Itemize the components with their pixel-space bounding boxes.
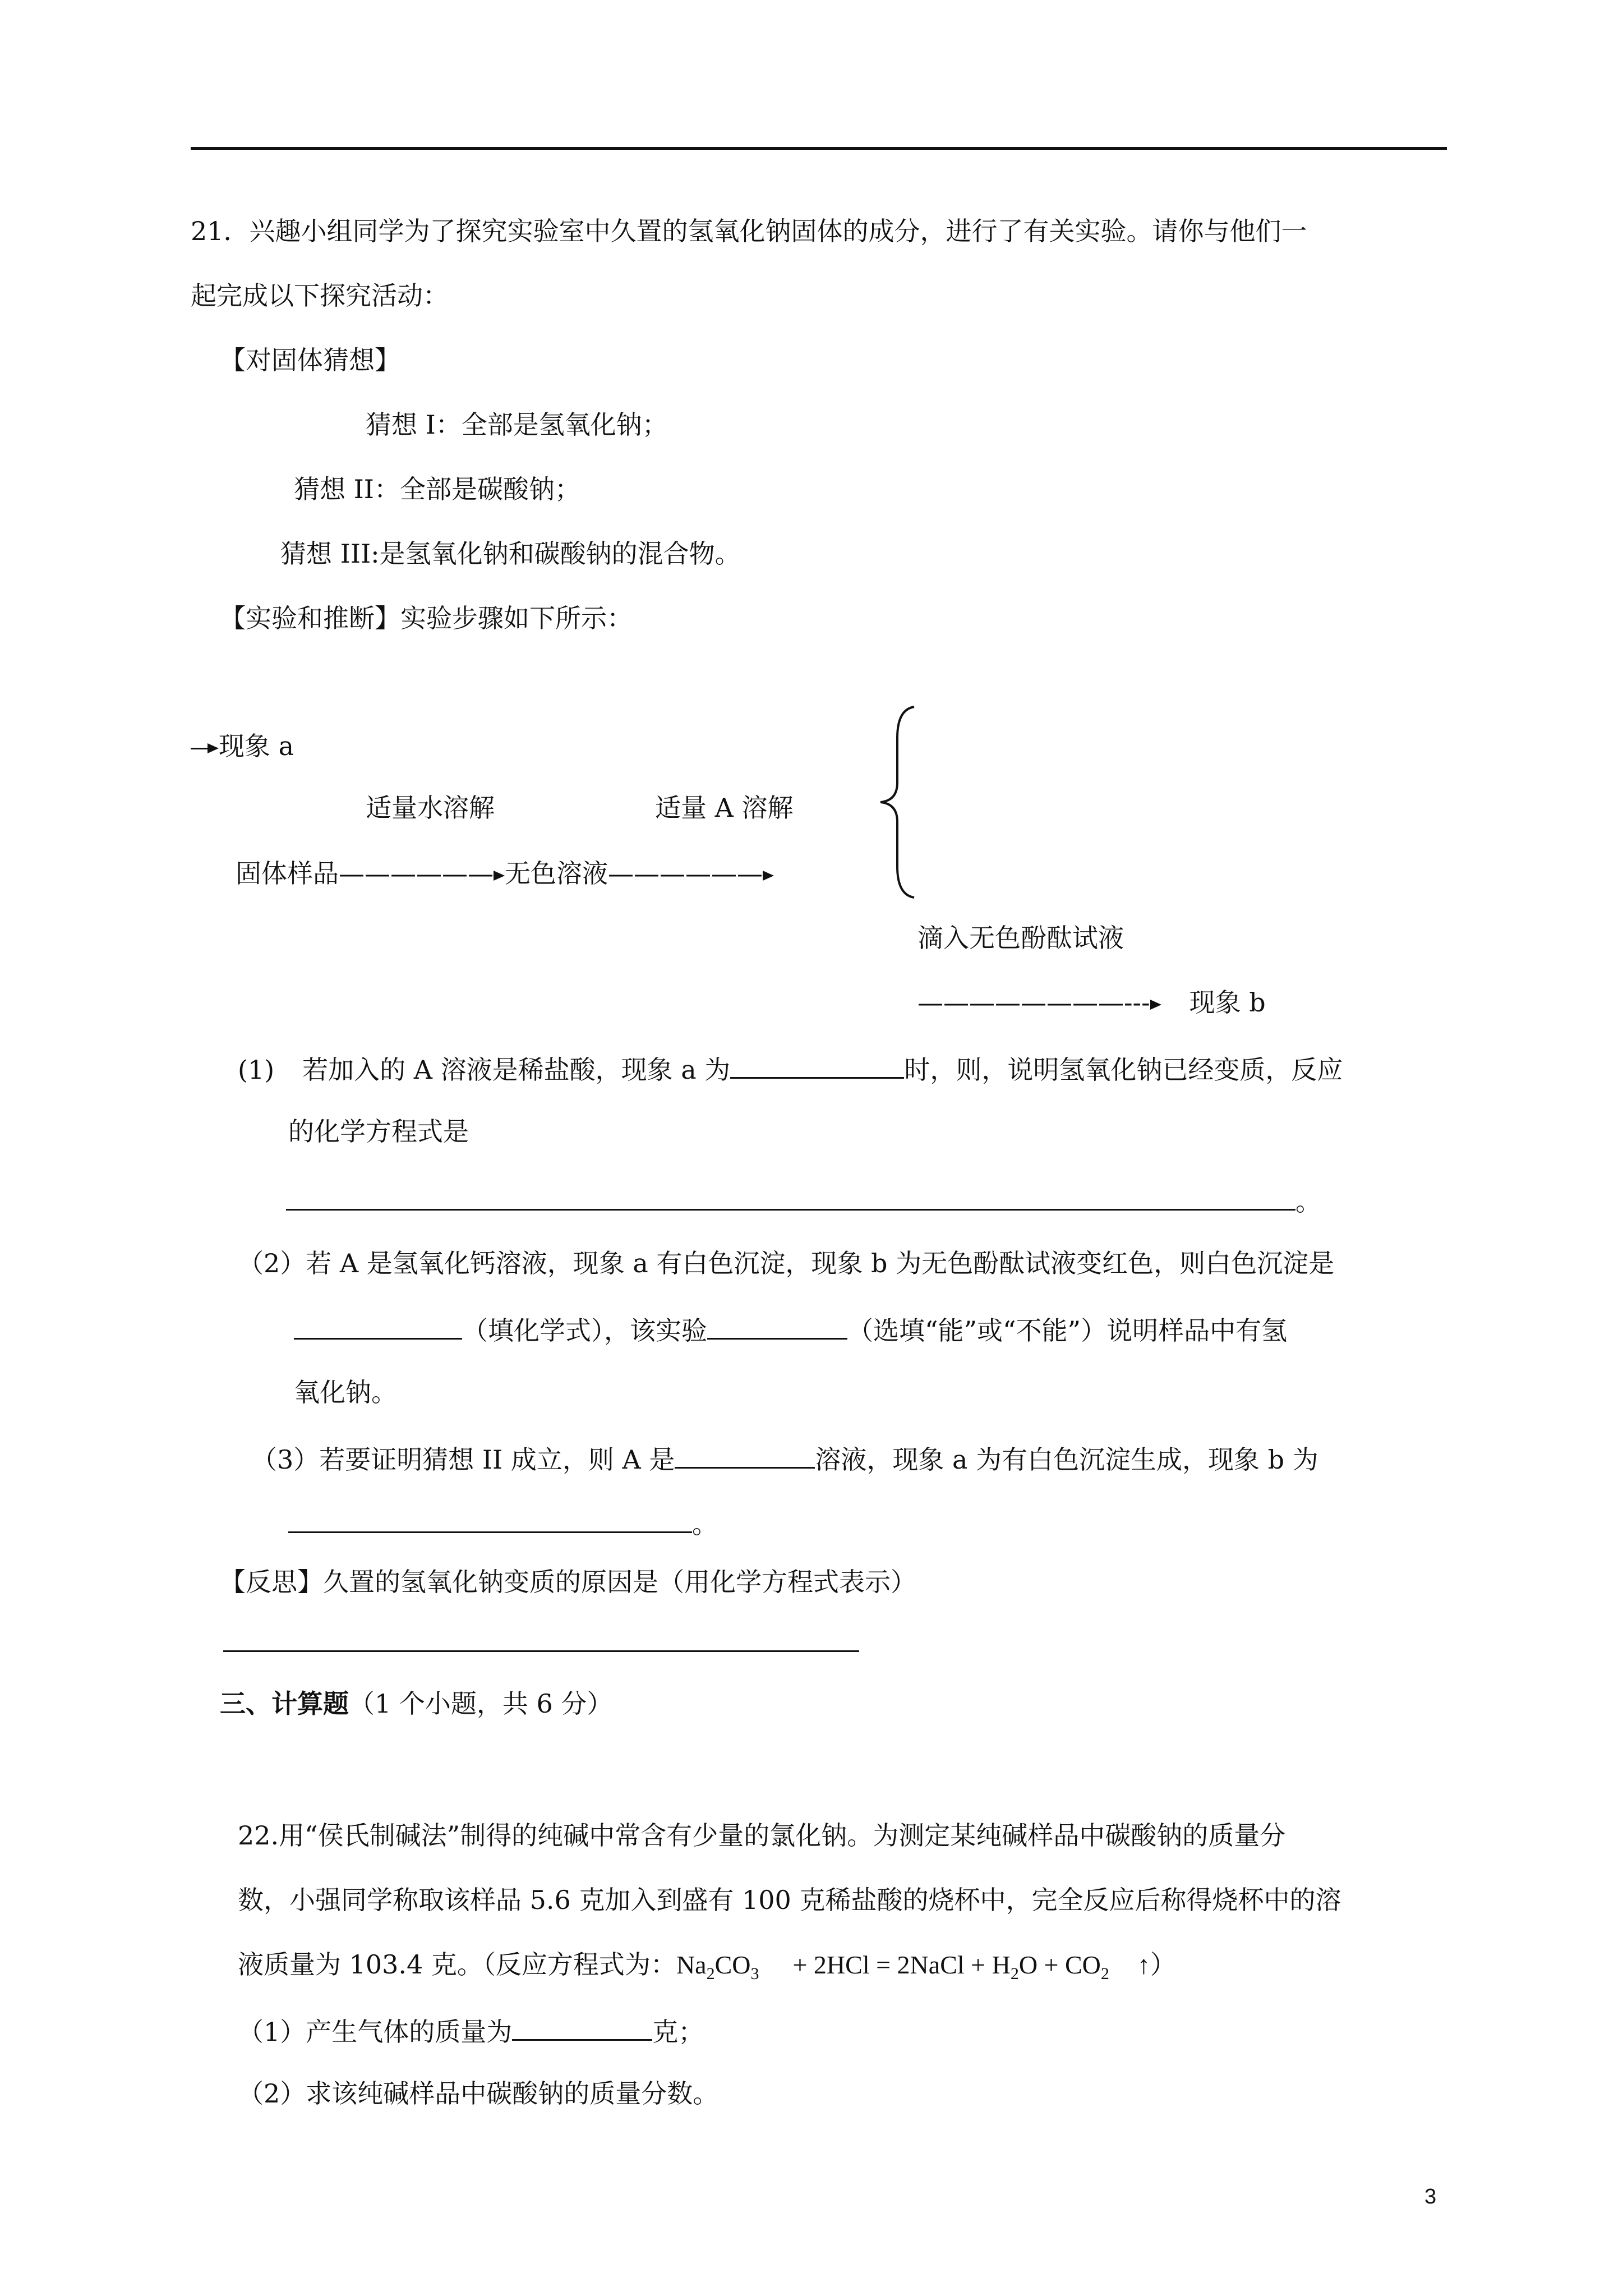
q21-number: 21．	[191, 216, 250, 246]
q22-sub1: （1）产生气体的质量为 克；	[238, 2012, 704, 2049]
answer-blank-phenomenon-a[interactable]	[730, 1050, 904, 1079]
curly-brace-icon	[875, 704, 920, 900]
answer-blank-phenomenon-b[interactable]	[288, 1504, 692, 1533]
q22-line2: 数，小强同学称取该样品 5.6 克加入到盛有 100 克稀盐酸的烧杯中，完全反应后称得烧杯中的溶	[238, 1885, 1341, 1915]
q21-part2-line3: 氧化钠。	[294, 1377, 397, 1407]
header-rule	[191, 147, 1447, 150]
q21-part2-line1: （2）若 A 是氢氧化钙溶液，现象 a 有白色沉淀，现象 b 为无色酚酞试液变红色，则白色沉淀是	[238, 1248, 1335, 1278]
reaction-equation: $Na_2CO_3 + 2HCl$ = 2NaCl + $H_2O + CO_2$ ↑）	[676, 1950, 1176, 1984]
arrowhead-icon	[763, 871, 774, 881]
part1-number: (1)	[238, 1055, 275, 1085]
flow-dashes-1: ——————	[339, 858, 494, 889]
flow-line-b	[917, 986, 1266, 1019]
phenomenon-b: 现象 b	[1189, 987, 1266, 1018]
q22-sub2: （2）求该纯碱样品中碳酸钠的质量分数。	[238, 2078, 719, 2109]
answer-blank-formula[interactable]	[294, 1311, 462, 1340]
q21-stem-line1: 21．兴趣小组同学为了探究实验室中久置的氢氧化钠固体的成分，进行了有关实验。请你与他们一	[191, 216, 1307, 246]
section3-heading: 三、计算题	[220, 1688, 349, 1719]
experiment-heading: 【实验和推断】实验步骤如下所示：	[220, 603, 633, 633]
reflection: 【反思】久置的氢氧化钠变质的原因是（用化学方程式表示）	[220, 1567, 916, 1597]
arrowhead-icon	[1150, 1000, 1161, 1010]
section3-title	[220, 1687, 612, 1720]
colorless-solution: 无色溶液	[505, 858, 608, 889]
solid-sample: 固体样品	[236, 858, 339, 889]
flow-dashes-3: ————————---	[917, 987, 1150, 1018]
q21-part2-line2: （填化学式），该实验 （选填“能”或“不能”）说明样品中有氢	[294, 1311, 1287, 1347]
flow-main-line	[236, 857, 774, 890]
q21-part1-line1: (1) 若加入的 A 溶液是稀盐酸，现象 a 为 时，则，说明氢氧化钠已经变质，反应	[238, 1050, 1343, 1087]
page-number: 3	[1424, 2185, 1437, 2208]
hypothesis-2: 猜想 II：全部是碳酸钠；	[294, 474, 580, 504]
arrowhead-icon	[208, 743, 219, 753]
q22-line1: 22.用“侯氏制碱法”制得的纯碱中常含有少量的氯化钠。为测定某纯碱样品中碳酸钠的质量分	[238, 1820, 1286, 1851]
arrow-to-phenomenon-a	[191, 748, 208, 749]
step2-label: 适量 A 溶解	[655, 793, 794, 823]
q21-part1-line3: 。	[286, 1182, 1321, 1218]
gas-arrow-icon: ↑	[1137, 1950, 1150, 1979]
step1-label: 适量水溶解	[366, 793, 495, 823]
q21-part1-line2: 的化学方程式是	[288, 1116, 469, 1147]
answer-blank-equation[interactable]	[286, 1182, 1295, 1211]
section3-note: （1 个小题，共 6 分）	[349, 1688, 613, 1719]
q21-stem-line2: 起完成以下探究活动：	[191, 280, 449, 311]
hypothesis-heading: 【对固体猜想】	[220, 345, 400, 375]
q21-part3-line1: （3）若要证明猜想 II 成立，则 A 是 溶液，现象 a 为有白色沉淀生成，现象 b 为	[251, 1440, 1318, 1476]
q21-part3-line2: 。	[288, 1504, 718, 1541]
step3-label: 滴入无色酚酞试液	[917, 923, 1124, 953]
phenomenon-a: 现象 a	[191, 729, 294, 763]
answer-blank-solution-a[interactable]	[675, 1440, 815, 1469]
flow-dashes-2: ——————	[608, 858, 763, 889]
answer-blank-can-or-cannot[interactable]	[707, 1311, 847, 1340]
q22-line3: 液质量为 103.4 克。（反应方程式为：$Na_2CO_3 + 2HCl$ = 2NaCl + $H_2O + CO_2$ ↑）	[238, 1949, 1176, 1984]
hypothesis-1: 猜想 I：全部是氢氧化钠；	[366, 409, 668, 440]
answer-line-reflection[interactable]	[223, 1650, 859, 1652]
answer-blank-gas-mass[interactable]	[512, 2012, 652, 2041]
hypothesis-3: 猜想 III:是氢氧化钠和碳酸钠的混合物。	[280, 539, 741, 569]
arrowhead-icon	[494, 871, 505, 881]
